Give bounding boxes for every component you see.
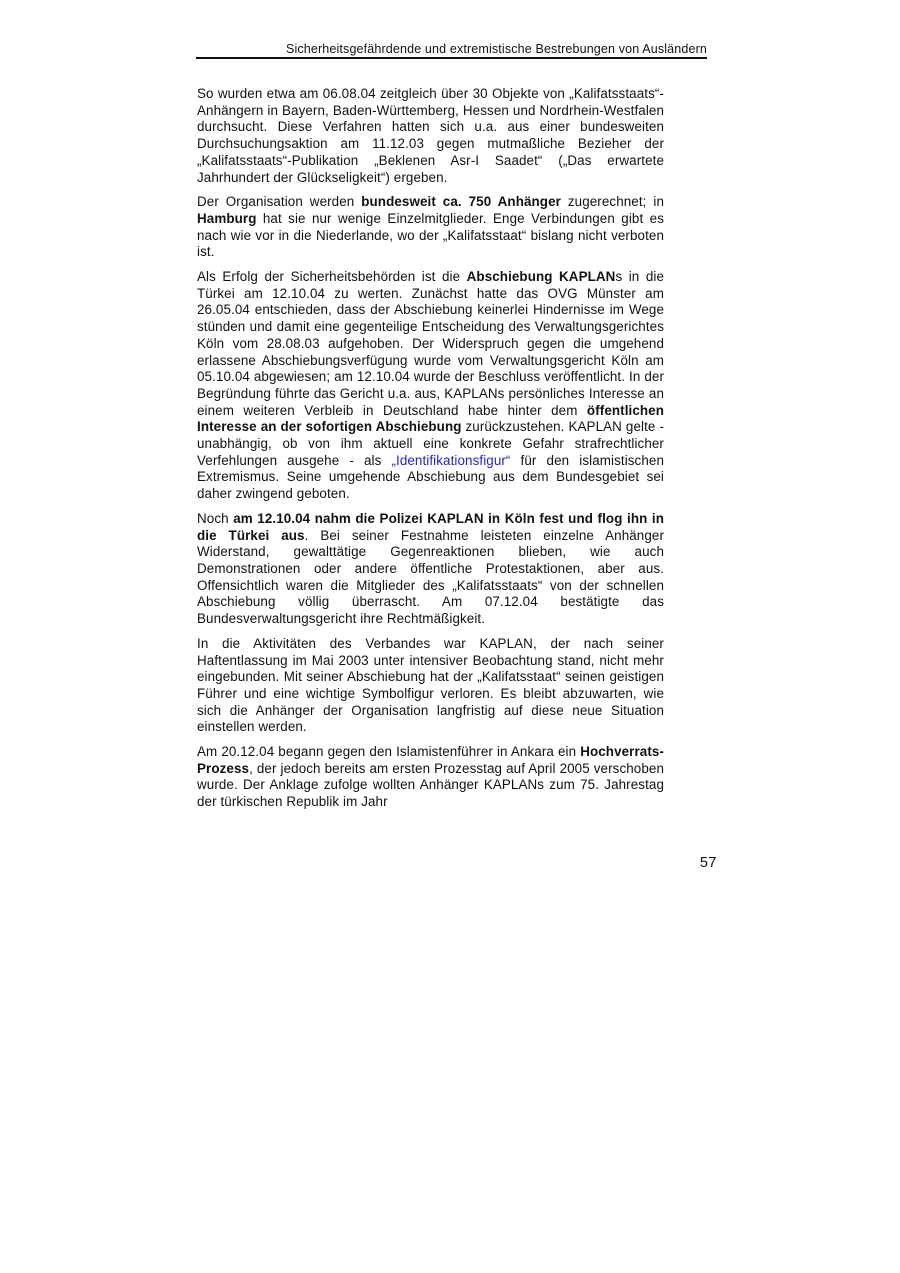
text-run: Der Organisation werden <box>197 194 362 210</box>
text-run: . Bei seiner Festnahme leisteten einzelne Anhänger Widerstand, gewalttätige Gegenreaktionen blieben, wie auch Demonstrationen oder andere öffentliche Protestaktionen, aber aus. Offensichtlich waren die Mitglieder des „Kalifatsstaats“ von der schnellen Abschiebung völlig überrascht. Am 07.12.04 bestätigte das Bundesverwaltungsgericht ihre Rechtmäßigkeit. <box>197 527 664 627</box>
paragraph <box>197 744 664 811</box>
text-run: zurückzustehen. KAPLAN gelte - unabhängig, ob von ihm aktuell eine konkrete Gefahr strafrechtlicher Verfehlungen ausgehe - als <box>197 419 664 468</box>
text-run: s in die Türkei am 12.10.04 zu werten. Zunächst hatte das OVG Münster am 26.05.04 entschieden, dass der Abschiebung keinerlei Hindernisse im Wege stünden und damit eine gegenteilige Entscheidung des Verwaltungsgerichtes Köln vom 28.08.03 aufgehoben. Der Widerspruch gegen die umgehend erlassene Abschiebungsverfügung wurde vom Verwaltungsgericht Köln am 05.10.04 abgewiesen; am 12.10.04 wurde der Beschluss veröffentlicht. In der Begründung führte das Gericht u.a. aus, KAPLANs persönliches Interesse an einem weiteren Verbleib in Deutschland habe hinter dem <box>197 269 664 418</box>
paragraph <box>197 86 664 186</box>
header-rule <box>196 57 707 59</box>
text-run: öffentlichen Interesse an der sofortigen Abschiebung <box>197 402 664 435</box>
text-run: am 12.10.04 nahm die Polizei KAPLAN in Köln fest und flog ihn in die Türkei aus <box>197 510 665 543</box>
text-run: Noch <box>197 510 234 526</box>
text-run: bundesweit ca. 750 Anhänger <box>361 194 561 210</box>
paragraph <box>197 269 664 503</box>
text-run: zugerechnet; in <box>560 194 664 210</box>
text-run: hat sie nur wenige Einzelmitglieder. Enge Verbindungen gibt es nach wie vor in die Niederlande, wo der „Kalifatsstaat“ bislang nicht verboten ist. <box>197 210 664 260</box>
page-number: 57 <box>699 855 717 871</box>
text-run: In die Aktivitäten des Verbandes war KAPLAN, der nach seiner Haftentlassung im Mai 2003 unter intensiver Beobachtung stand, nicht mehr eingebunden. Mit seiner Abschiebung hat der „Kalifatsstaat“ seinen geistigen Führer und eine wichtige Symbolfigur verloren. Es bleibt abzuwarten, wie sich die Anhänger der Organisation langfristig auf diese neue Situation einstellen werden. <box>197 635 664 735</box>
paragraph <box>197 194 664 261</box>
text-run: Hochverrats-Prozess <box>197 744 664 776</box>
text-run: So wurden etwa am 06.08.04 zeitgleich über 30 Objekte von „Kalifatsstaats“-Anhängern in Bayern, Baden-Württemberg, Hessen und Nordrhein-Westfalen durchsucht. Diese Verfahren hatten sich u.a. aus einer bundesweiten Durchsuchungsaktion am 11.12.03 gegen mutmaßliche Bezieher der „Kalifatsstaats“-Publikation „Beklenen Asr-I Saadet“ („Das erwartete Jahrhundert der Glückseligkeit“) ergeben. <box>197 86 664 185</box>
text-run: Als Erfolg der Sicherheitsbehörden ist die <box>197 269 467 285</box>
text-run: für den islamistischen Extremismus. Seine umgehende Abschiebung aus dem Bundesgebiet sei daher zwingend geboten. <box>197 452 664 502</box>
running-header-title: Sicherheitsgefährdende und extremistische Bestrebungen von Ausländern <box>285 42 707 56</box>
text-run: Abschiebung KAPLAN <box>466 269 616 285</box>
link-text[interactable]: „Identifikationsfigur“ <box>391 452 511 468</box>
text-run: , der jedoch bereits am ersten Prozesstag auf April 2005 verschoben wurde. Der Anklage zufolge wollten Anhänger KAPLANs zum 75. Jahrestag der türkischen Republik im Jahr <box>197 760 664 810</box>
paragraph <box>197 636 664 736</box>
text-run: Am 20.12.04 begann gegen den Islamistenführer in Ankara ein <box>197 744 581 760</box>
text-run: Hamburg <box>197 210 257 226</box>
paragraph <box>197 511 664 628</box>
body-text <box>197 86 664 819</box>
